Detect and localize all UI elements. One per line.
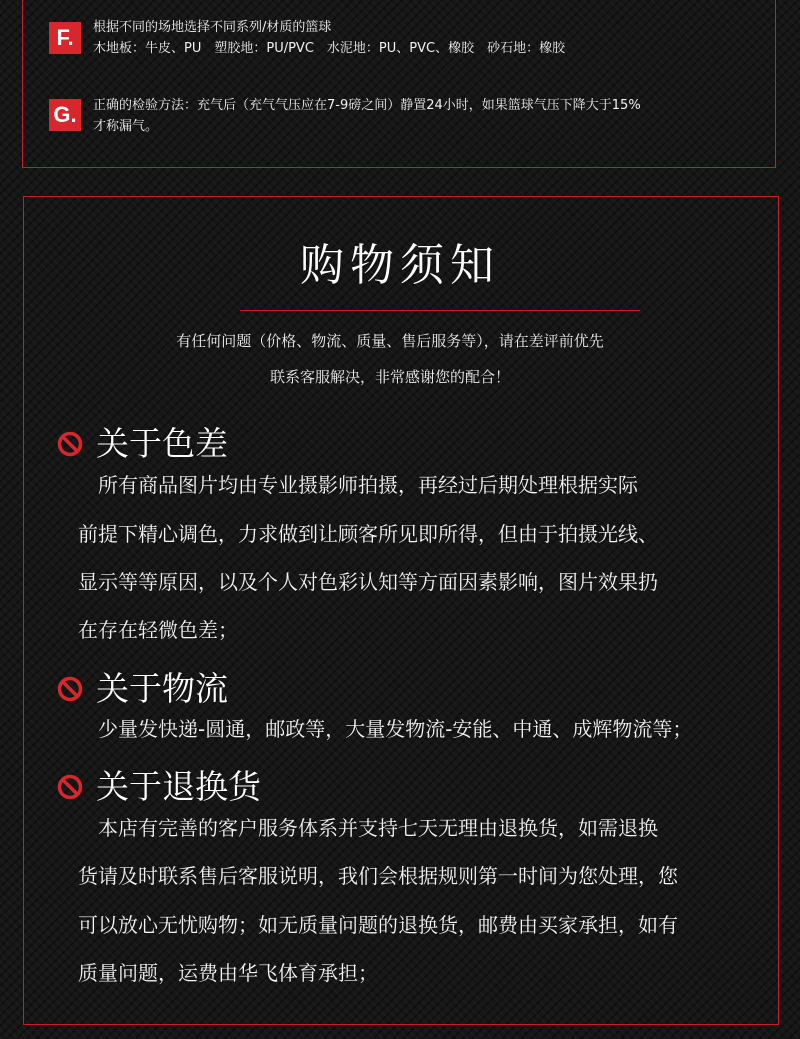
tip-f-line-2: 木地板：牛皮、PU 塑胶地：PU/PVC 水泥地：PU、PVC、橡胶 砂石地：橡胶 xyxy=(93,41,566,56)
tip-g-line-2: 才称漏气。 xyxy=(93,119,159,134)
intro-line-1: 有任何问题（价格、物流、质量、售后服务等），请在差评前优先 xyxy=(176,332,604,350)
section-returns-line-2: 货请及时联系售后客服说明，我们会根据规则第一时间为您处理，您 xyxy=(78,864,678,888)
shopping-notice-panel xyxy=(23,196,779,1025)
title-divider xyxy=(240,310,640,311)
section-returns-line-3: 可以放心无忧购物；如无质量问题的退换货，邮费由买家承担，如有 xyxy=(78,913,678,937)
section-color-line-2: 前提下精心调色，力求做到让顾客所见即所得，但由于拍摄光线、 xyxy=(78,522,658,546)
tip-badge-f: F. xyxy=(49,22,81,54)
section-returns xyxy=(56,764,261,810)
section-logistics-line-1: 少量发快递-圆通，邮政等，大量发物流-安能、中通、成辉物流等； xyxy=(78,717,693,741)
tip-badge-g: G. xyxy=(49,99,81,131)
section-color-line-4: 在存在轻微色差； xyxy=(78,618,238,642)
section-title: 关于物流 xyxy=(96,669,228,708)
section-returns-line-4: 质量问题，运费由华飞体育承担； xyxy=(78,961,378,985)
intro-line-2: 联系客服解决，非常感谢您的配合！ xyxy=(269,368,510,386)
page-title: 购物须知 xyxy=(300,240,500,291)
tip-g-line-1: 正确的检验方法：充气后（充气气压应在7-9磅之间）静置24小时，如果篮球气压下降大于15% xyxy=(93,98,641,113)
section-color-line-3: 显示等等原因，以及个人对色彩认知等方面因素影响，图片效果扔 xyxy=(78,570,658,594)
section-color-line-1: 所有商品图片均由专业摄影师拍摄，再经过后期处理根据实际 xyxy=(78,473,638,497)
tip-f-line-1: 根据不同的场地选择不同系列/材质的篮球 xyxy=(93,20,332,35)
no-entry-icon xyxy=(56,773,84,801)
section-title: 关于退换货 xyxy=(96,767,261,806)
section-color-difference xyxy=(56,421,228,467)
section-title: 关于色差 xyxy=(96,424,228,463)
no-entry-icon xyxy=(56,430,84,458)
section-logistics xyxy=(56,666,228,712)
section-returns-line-1: 本店有完善的客户服务体系并支持七天无理由退换货，如需退换 xyxy=(78,816,658,840)
no-entry-icon xyxy=(56,675,84,703)
